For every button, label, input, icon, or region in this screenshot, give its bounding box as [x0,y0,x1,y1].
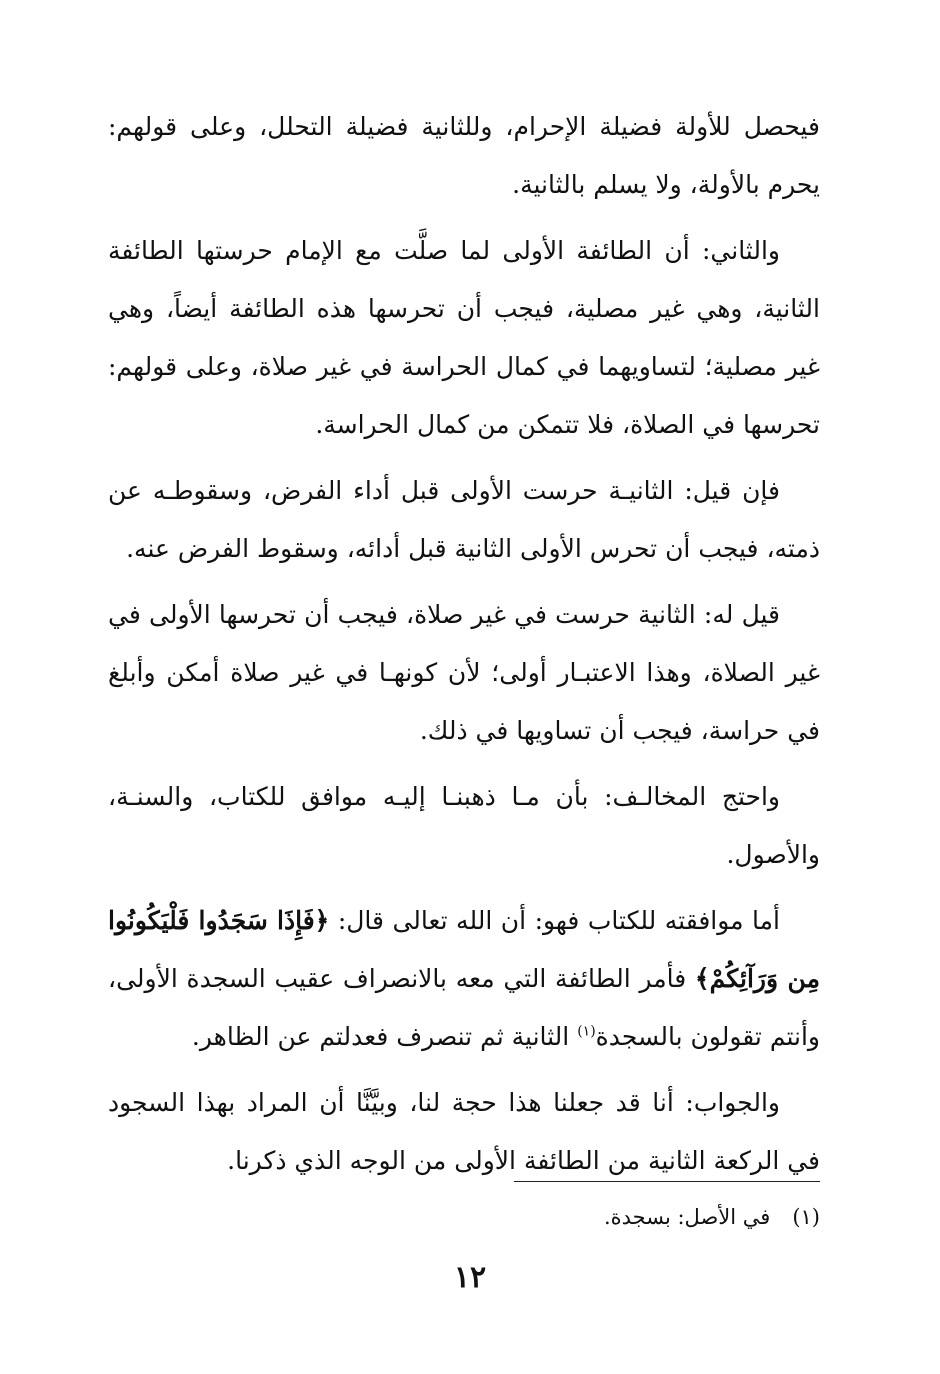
page-number: ١٢ [453,1260,487,1295]
paragraph-6 [108,892,820,1066]
paragraph-1: فيحصل للأولة فضيلة الإحرام، وللثانية فضيلة التحلل، وعلى قولهم: يحرم بالأولة، ولا يسلم بالثانية. [108,112,820,199]
quran-verse: ﴿فَإِذَا سَجَدُوا فَلْيَكُونُوا مِن وَرَآئِكُمْ﴾ [108,906,820,993]
paragraph-5: واحتج المخالـف: بأن مـا ذهبنـا إليـه موافق للكتاب، والسنـة، والأصول. [108,782,820,869]
paragraph-6-middle: فأمر الطائفة التي معه بالانصراف عقيب السجدة الأولى، وأنتم تقولون بالسجدة [108,964,820,1051]
footnote-divider [514,1181,820,1182]
paragraph-6-end: الثانية ثم تنصرف فعدلتم عن الظاهر. [191,1022,578,1051]
footnote-reference[interactable]: (١) [577,1023,596,1040]
footnote-number: (١) [792,1205,820,1229]
paragraph-4: قيل له: الثانية حرست في غير صلاة، فيجب أن تحرسها الأولى في غير الصلاة، وهذا الاعتبـار أولى؛ لأن كونهـا في غير صلاة أمكن وأبلغ في حراسة، فيجب أن تساويها في ذلك. [108,600,820,745]
footnote [420,1197,820,1237]
paragraph-6-intro: أما موافقته للكتاب فهو: أن الله تعالى قال: [329,906,780,935]
paragraph-3: فإن قيل: الثانيـة حرست الأولى قبل أداء الفرض، وسقوطـه عن ذمته، فيجب أن تحرس الأولى الثانية قبل أدائه، وسقوط الفرض عنه. [108,476,820,563]
paragraph-2: والثاني: أن الطائفة الأولى لما صلَّت مع الإمام حرستها الطائفة الثانية، وهي غير مصلية، فيجب أن تحرسها هذه الطائفة أيضاً، وهي غير مصلية؛ لتساويهما في كمال الحراسة في غير صلاة، وعلى قولهم: تحرسها في الصلاة، فلا تتمكن من كمال الحراسة. [108,236,820,439]
footnote-text: في الأصل: بسجدة. [603,1205,771,1229]
paragraph-7: والجواب: أنا قد جعلنا هذا حجة لنا، وبيَّنَّا أن المراد بهذا السجود في الركعة الثانية من الطائفة الأولى من الوجه الذي ذكرنا. [108,1088,820,1175]
main-text [108,98,820,1198]
